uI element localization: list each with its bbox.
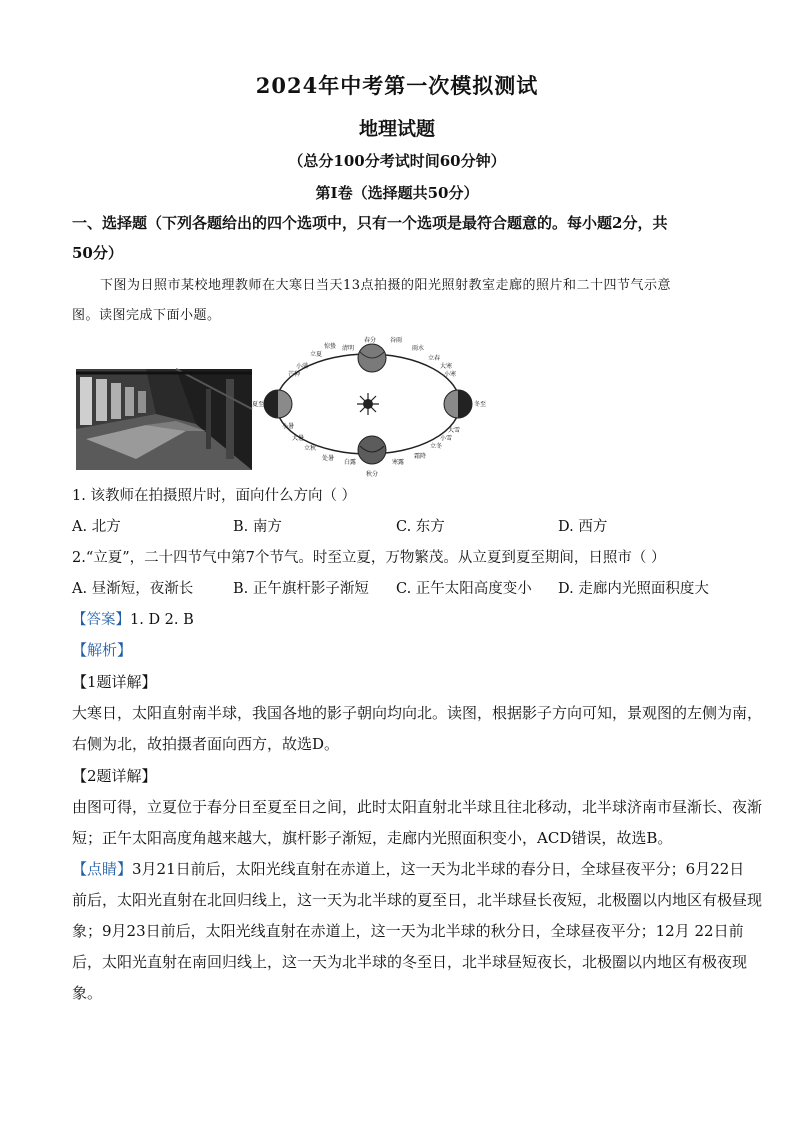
term-label: 立秋 — [304, 445, 317, 452]
q1-option-a: A. 北方 — [72, 519, 121, 535]
note-line1-text: 3月21日前后，太阳光线直射在赤道上，这一天为北半球的春分日，全球昼夜平分；6月22日 — [132, 860, 745, 878]
term-label: 小寒 — [444, 371, 457, 378]
term-label: 寒露 — [392, 459, 405, 466]
term-label: 立夏 — [310, 351, 323, 358]
sun-icon — [357, 393, 379, 415]
solar-terms-diagram — [252, 336, 487, 478]
term-label: 大暑 — [292, 435, 305, 442]
earth-autumn-icon — [358, 436, 386, 464]
detail-1-tag: 【1题详解】 — [72, 673, 157, 691]
detail-1-line2: 右侧为北，故拍摄者面向西方，故选D。 — [72, 735, 340, 753]
q2-option-d: D. 走廊内光照面积度大 — [558, 581, 709, 597]
detail-2-tag: 【2题详解】 — [72, 767, 157, 785]
answer-line — [72, 608, 732, 629]
q1-option-b: B. 南方 — [233, 519, 282, 535]
detail-1-line1: 大寒日，太阳直射南半球，我国各地的影子朝向均向北。读图，根据影子方向可知，景观图的左侧为南， — [72, 704, 763, 722]
term-label: 立春 — [428, 355, 441, 362]
term-label: 白露 — [344, 459, 357, 466]
volume-heading: 第Ⅰ卷（选择题共50分） — [315, 184, 479, 202]
term-label: 霜降 — [414, 453, 427, 460]
note-line3: 象；9月23日前后，太阳光线直射在赤道上，这一天为北半球的秋分日，全球昼夜平分；12月 22日前 — [72, 922, 744, 940]
term-label: 秋分 — [366, 471, 379, 478]
section-heading-line1: 一、选择题（下列各题给出的四个选项中，只有一个选项是最符合题意的。每小题2分，共 — [72, 214, 668, 232]
term-label: 大雪 — [448, 427, 461, 434]
note-tag: 【点睛】 — [72, 860, 133, 878]
q1-option-d: D. 西方 — [558, 519, 608, 535]
q2-option-c: C. 正午太阳高度变小 — [396, 581, 532, 597]
intro-line1: 下图为日照市某校地理教师在大寒日当天13点拍摄的阳光照射教室走廊的照片和二十四节气示意 — [100, 278, 672, 293]
earth-spring-icon — [358, 344, 386, 372]
term-label: 春分 — [364, 337, 377, 344]
exam-subtitle: 地理试题 — [358, 118, 435, 140]
term-label: 惊蛰 — [324, 343, 337, 350]
term-label: 立冬 — [430, 443, 443, 450]
term-label: 小满 — [296, 363, 309, 370]
term-label: 冬至 — [474, 401, 487, 408]
term-label: 清明 — [342, 345, 355, 352]
section-heading-line2: 50分） — [72, 244, 123, 262]
question-1-stem: 1. 该教师在拍摄照片时，面向什么方向（ ） — [72, 488, 357, 504]
q2-option-b: B. 正午旗杆影子渐短 — [233, 581, 369, 597]
term-label: 大寒 — [440, 363, 453, 370]
analysis-tag: 【解析】 — [72, 641, 133, 659]
note-line4: 后，太阳光直射在南回归线上，这一天为北半球的冬至日，北半球昼短夜长，北极圈以内地区有极夜现 — [72, 953, 748, 971]
earth-winter-icon — [444, 390, 472, 418]
term-label: 芒种 — [288, 371, 301, 378]
term-label: 小雪 — [440, 435, 453, 442]
question-2-stem: 2.“立夏”，二十四节气中第7个节气。时至立夏，万物繁茂。从立夏到夏至期间，日照市（ ） — [72, 550, 666, 566]
term-label: 谷雨 — [390, 337, 403, 344]
corridor-photo — [76, 369, 252, 470]
detail-2-line1: 由图可得，立夏位于春分日至夏至日之间，此时太阳直射北半球且往北移动，北半球济南市昼渐长、夜渐 — [72, 798, 763, 816]
q1-option-c: C. 东方 — [396, 519, 445, 535]
exam-title: 2024年中考第一次模拟测试 — [255, 73, 539, 98]
answer-text: 1. D 2. B — [130, 612, 194, 628]
term-label: 夏至 — [252, 401, 265, 408]
term-label: 处暑 — [322, 455, 335, 462]
note-line2: 前后，太阳光直射在北回归线上，这一天为北半球的夏至日，北半球昼长夜短，北极圈以内地区有极昼现 — [72, 891, 763, 909]
exam-info: （总分100分考试时间60分钟） — [288, 152, 506, 170]
detail-2-line2: 短；正午太阳高度角越来越大，旗杆影子渐短，走廊内光照面积变小，ACD错误，故选B。 — [72, 829, 673, 847]
note-line5: 象。 — [72, 984, 103, 1002]
term-label: 雨水 — [412, 345, 425, 352]
note-line1 — [72, 858, 745, 879]
answer-tag: 【答案】 — [72, 612, 130, 628]
q2-option-a: A. 昼渐短，夜渐长 — [72, 581, 194, 597]
intro-line2: 图。读图完成下面小题。 — [72, 308, 221, 323]
earth-summer-icon — [264, 390, 292, 418]
term-label: 小暑 — [282, 423, 295, 430]
